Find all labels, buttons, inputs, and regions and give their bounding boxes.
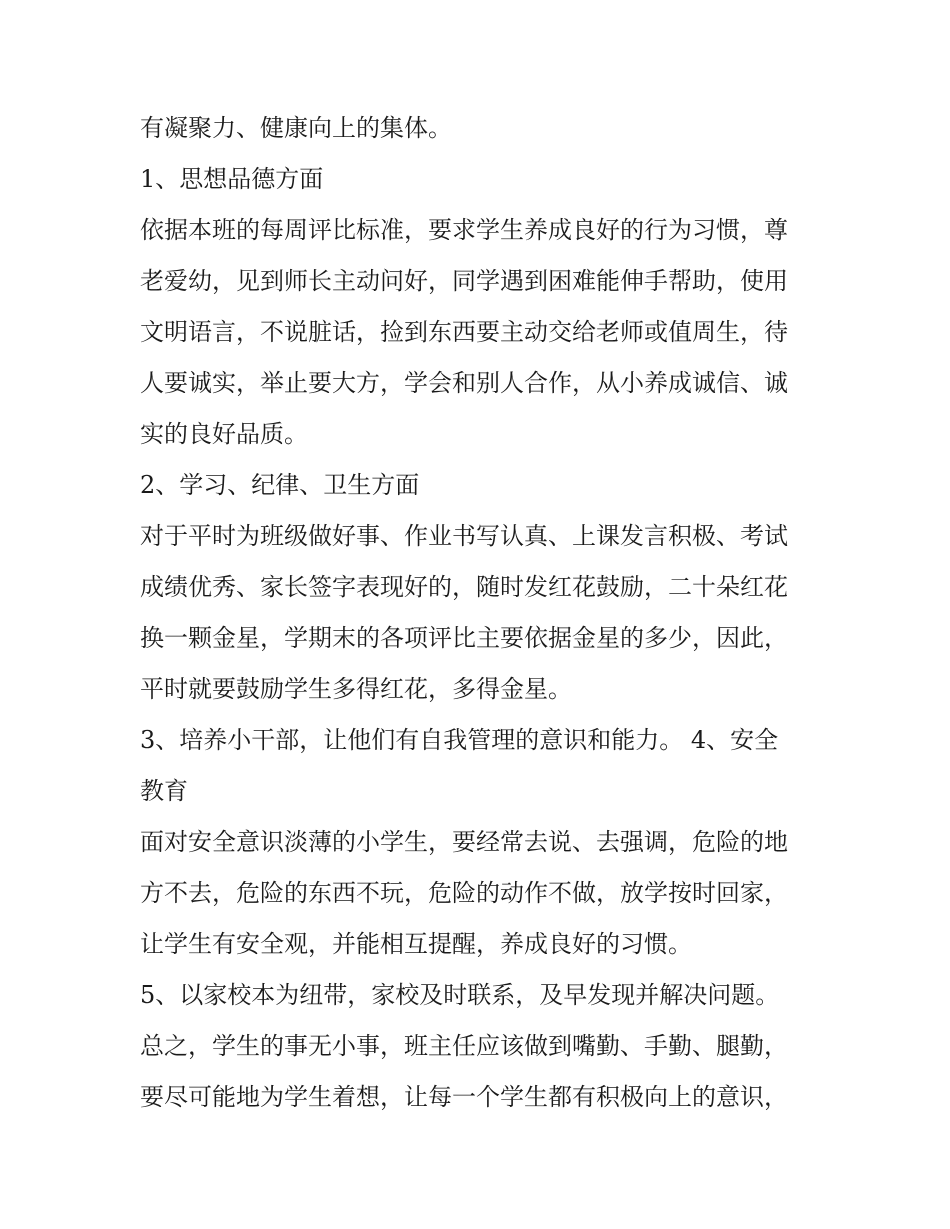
text-line: 要尽可能地为学生着想，让每一个学生都有积极向上的意识，: [140, 1083, 788, 1111]
section-heading: 3、培养小干部，让他们有自我管理的意识和能力。 4、安全: [140, 726, 779, 754]
section-heading: 5、以家校本为纽带，家校及时联系，及早发现并解决问题。: [140, 981, 780, 1009]
document-page: [140, 103, 820, 1123]
text-line: 实的良好品质。: [140, 420, 308, 448]
section-heading: 2、学习、纪律、卫生方面: [140, 471, 420, 499]
text-line: 总之，学生的事无小事，班主任应该做到嘴勤、手勤、腿勤，: [140, 1032, 788, 1060]
text-line: 人要诚实，举止要大方，学会和别人合作，从小养成诚信、诚: [140, 369, 788, 397]
text-line: 对于平时为班级做好事、作业书写认真、上课发言积极、考试: [140, 522, 788, 550]
section-heading: 1、思想品德方面: [140, 165, 324, 193]
text-line: 有凝聚力、健康向上的集体。: [140, 114, 452, 142]
section-heading: 教育: [140, 777, 188, 805]
text-line: 文明语言，不说脏话，捡到东西要主动交给老师或值周生，待: [140, 318, 788, 346]
text-line: 成绩优秀、家长签字表现好的，随时发红花鼓励，二十朵红花: [140, 573, 788, 601]
text-line: 面对安全意识淡薄的小学生，要经常去说、去强调，危险的地: [140, 828, 788, 856]
text-line: 平时就要鼓励学生多得红花，多得金星。: [140, 675, 572, 703]
text-line: 让学生有安全观，并能相互提醒，养成良好的习惯。: [140, 930, 692, 958]
text-line: 老爱幼，见到师长主动问好，同学遇到困难能伸手帮助，使用: [140, 267, 788, 295]
text-line: 方不去，危险的东西不玩，危险的动作不做，放学按时回家，: [140, 879, 788, 907]
text-line: 换一颗金星，学期末的各项评比主要依据金星的多少，因此，: [140, 624, 788, 652]
text-line: 依据本班的每周评比标准，要求学生养成良好的行为习惯，尊: [140, 216, 788, 244]
